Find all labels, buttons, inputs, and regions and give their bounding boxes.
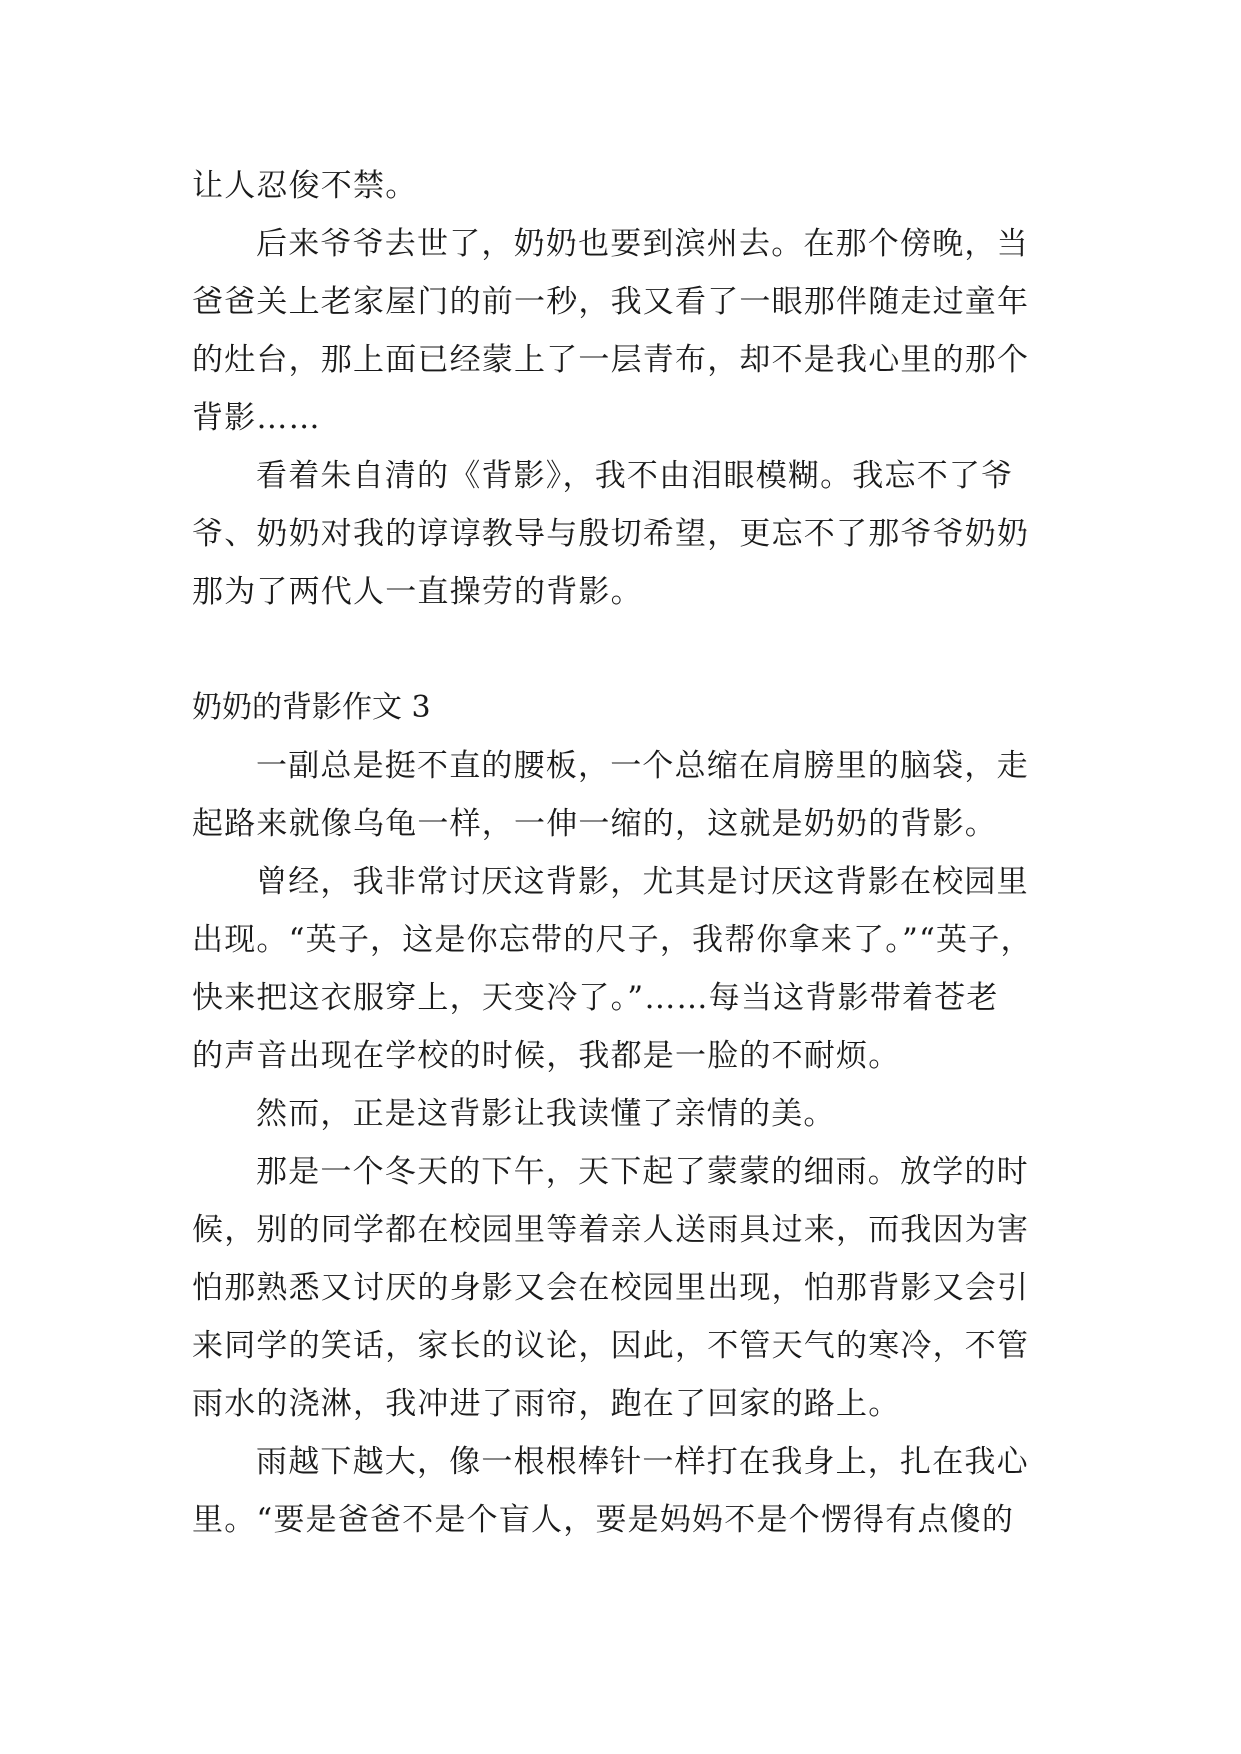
text-line: 那是一个冬天的下午，天下起了蒙蒙的细雨。放学的时 (256, 1154, 1029, 1190)
paragraph (192, 215, 1052, 447)
text-line: 背影…… (192, 400, 321, 436)
text-line: 后来爷爷去世了，奶奶也要到滨州去。在那个傍晚，当 (256, 226, 1029, 262)
text-line: 的灶台，那上面已经蒙上了一层青布，却不是我心里的那个 (192, 342, 1030, 378)
text-line: 然而，正是这背影让我读懂了亲情的美。 (256, 1096, 836, 1132)
text-line: 雨水的浇淋，我冲进了雨帘，跑在了回家的路上。 (192, 1386, 901, 1422)
text-line: 看着朱自清的《背影》，我不由泪眼模糊。我忘不了爷 (256, 458, 1014, 494)
paragraph (192, 447, 1052, 621)
text-line: 爷、奶奶对我的谆谆教导与殷切希望，更忘不了那爷爷奶奶 (192, 516, 1030, 552)
text-line: 爸爸关上老家屋门的前一秒，我又看了一眼那伴随走过童年 (192, 284, 1030, 320)
section-spacer (192, 621, 1052, 679)
text-line: 曾经，我非常讨厌这背影，尤其是讨厌这背影在校园里 (256, 864, 1029, 900)
paragraph (192, 157, 1052, 215)
text-line: 出现。“英子，这是你忘带的尺子，我帮你拿来了。”“英子， (192, 922, 1033, 958)
text-line: 那为了两代人一直操劳的背影。 (192, 574, 643, 610)
text-line: 里。“要是爸爸不是个盲人，要是妈妈不是个愣得有点傻的 (192, 1502, 1015, 1538)
section-title: 奶奶的背影作文 3 (192, 690, 431, 725)
paragraph (192, 1433, 1052, 1549)
paragraph (192, 737, 1052, 853)
text-line: 雨越下越大，像一根根棒针一样打在我身上，扎在我心 (256, 1444, 1029, 1480)
text-line: 候，别的同学都在校园里等着亲人送雨具过来，而我因为害 (192, 1212, 1030, 1248)
text-line: 一副总是挺不直的腰板，一个总缩在肩膀里的脑袋，走 (256, 748, 1029, 784)
paragraph (192, 853, 1052, 1085)
paragraph (192, 1085, 1052, 1143)
text-line: 起路来就像乌龟一样，一伸一缩的，这就是奶奶的背影。 (192, 806, 997, 842)
text-line: 的声音出现在学校的时候，我都是一脸的不耐烦。 (192, 1038, 901, 1074)
text-line: 快来把这衣服穿上，天变冷了。”……每当这背影带着苍老 (192, 980, 999, 1016)
document-body (192, 157, 1052, 1549)
text-line: 让人忍俊不禁。 (192, 168, 418, 204)
paragraph (192, 1143, 1052, 1433)
text-line: 怕那熟悉又讨厌的身影又会在校园里出现，怕那背影又会引 (192, 1270, 1030, 1306)
text-line: 来同学的笑话，家长的议论，因此，不管天气的寒冷，不管 (192, 1328, 1030, 1364)
